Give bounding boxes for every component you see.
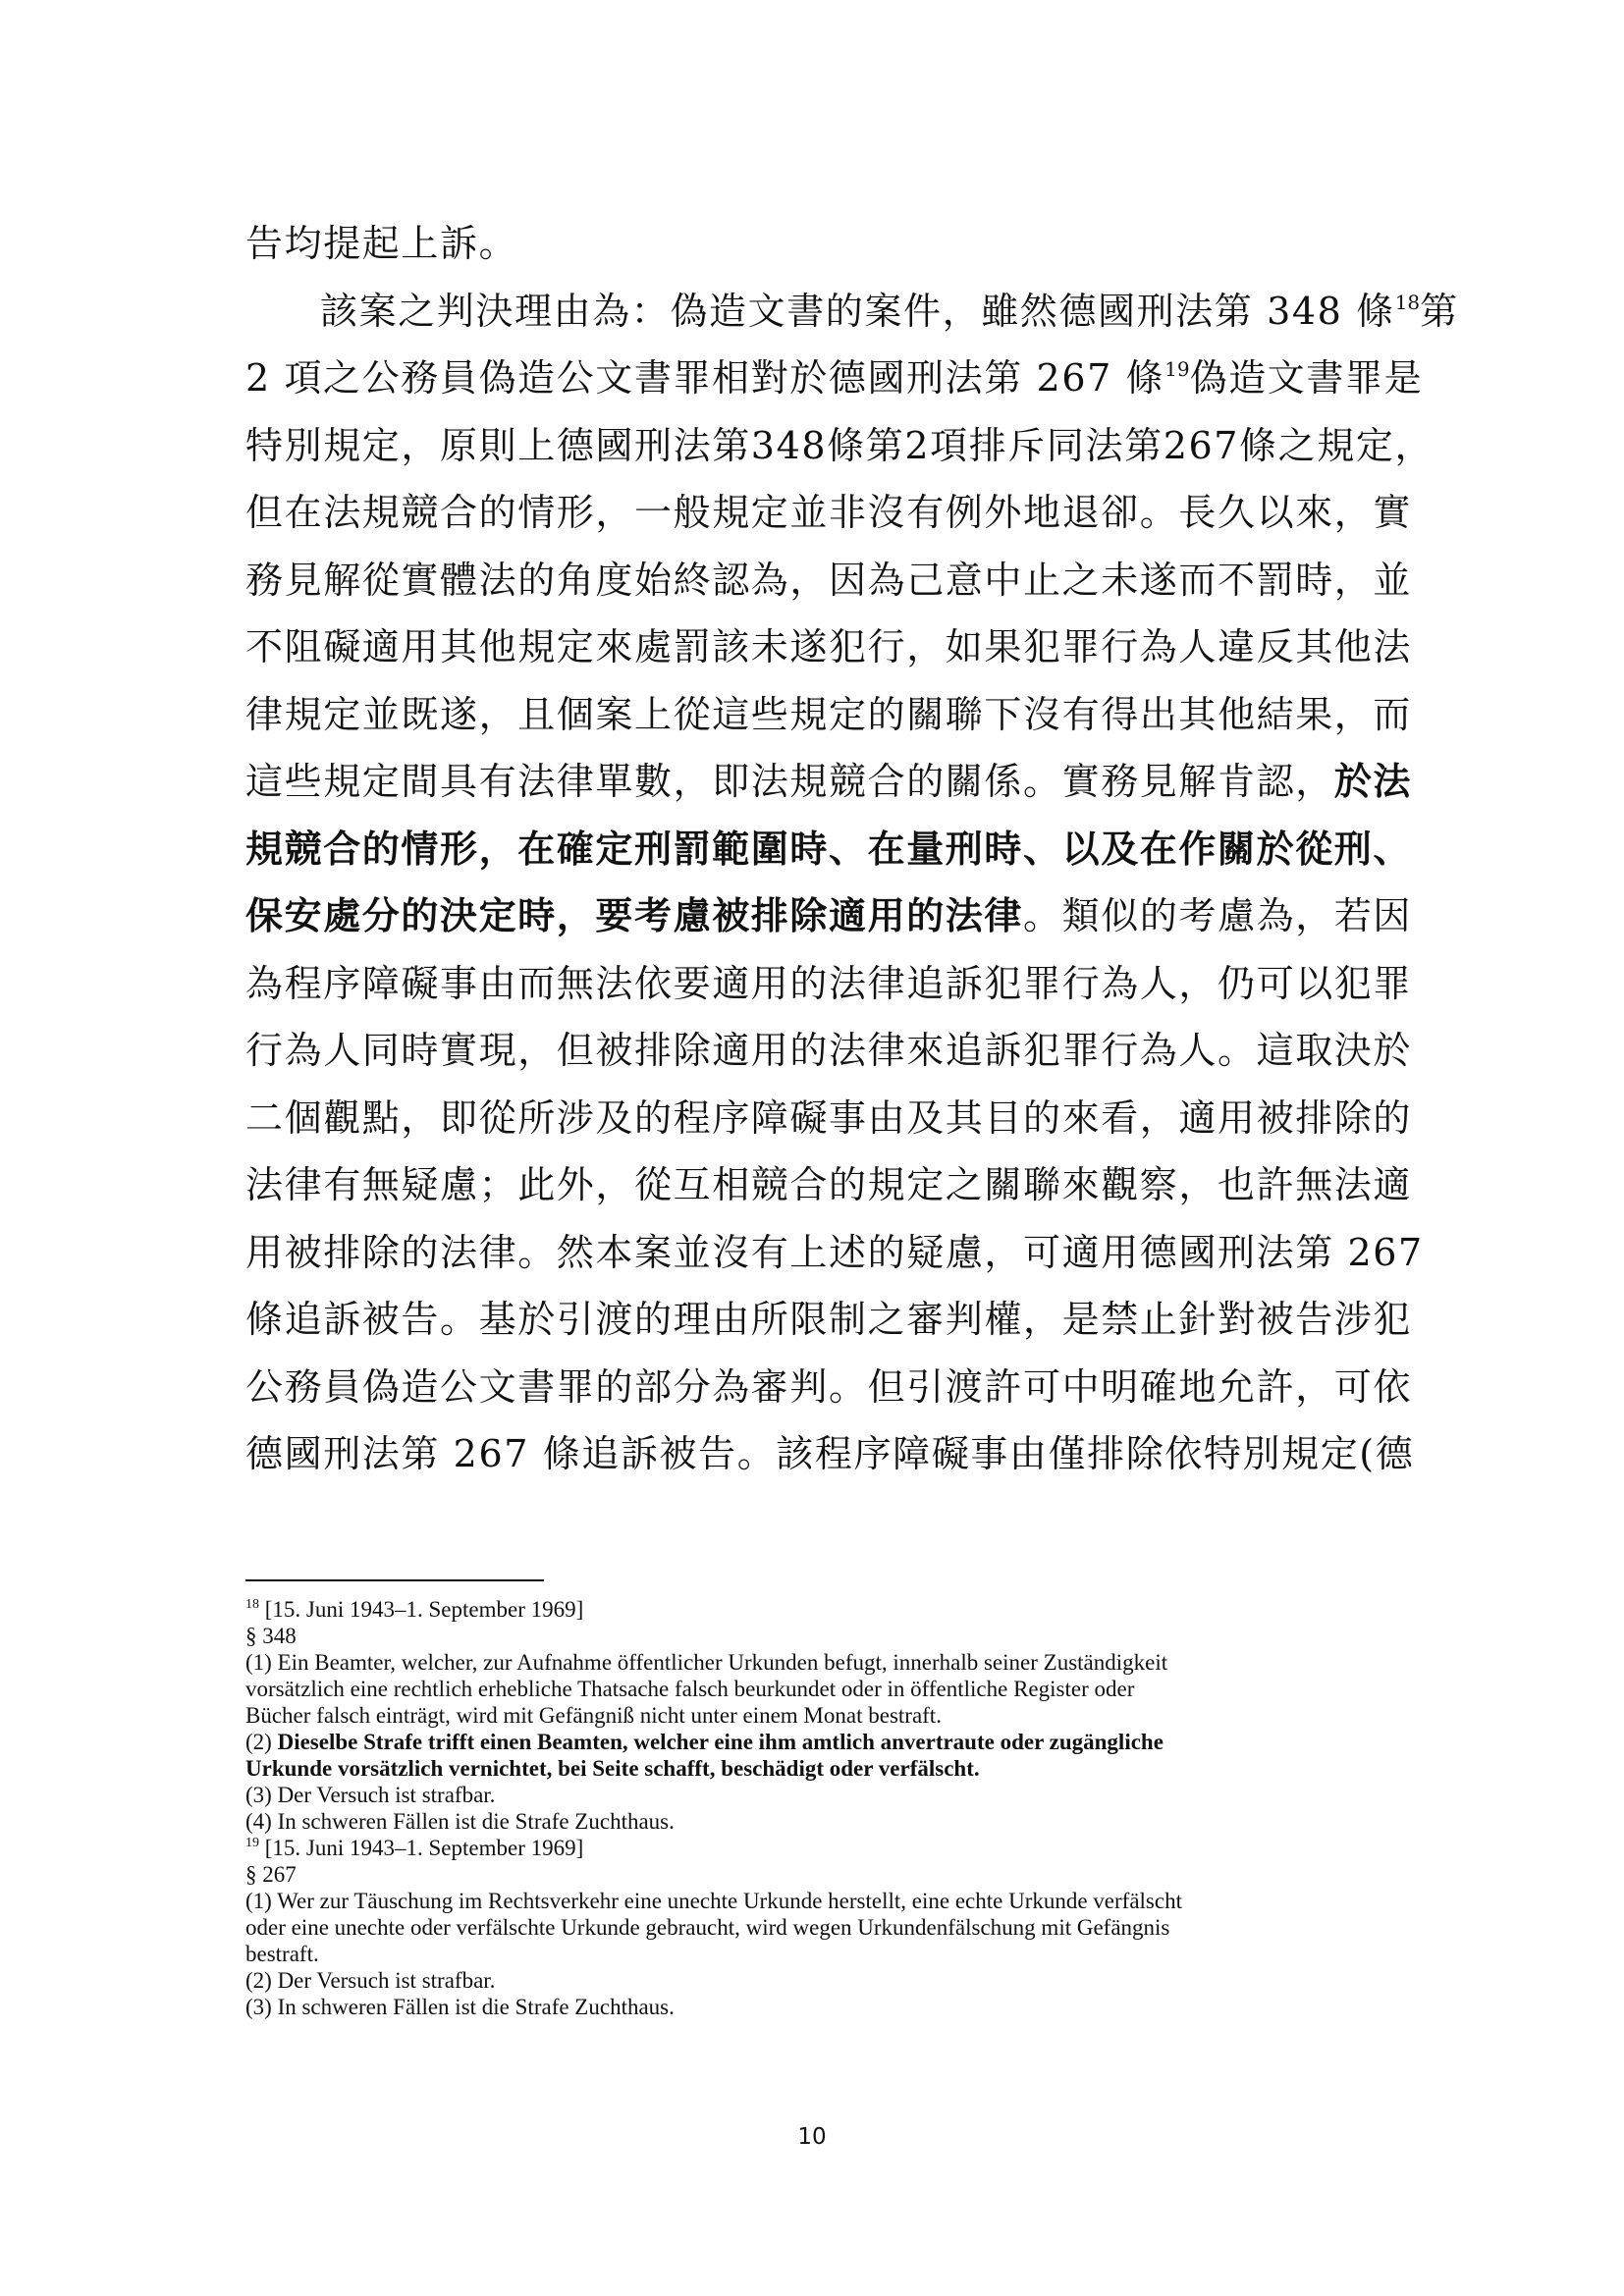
footnote-section: § 348 — [245, 1624, 297, 1648]
body-line: 務見解從實體法的角度始終認為，因為己意中止之未遂而不罰時，並 — [245, 558, 1413, 602]
body-text — [245, 210, 1459, 1488]
footnote-bold-text: Dieselbe Strafe trifft einen Beamten, welcher eine ihm amtlich anvertraute oder zugängliche — [277, 1730, 1164, 1754]
footnote-line: vorsätzlich eine rechtlich erhebliche Thatsache falsch beurkundet oder in öffentliche Register oder — [245, 1677, 1135, 1701]
body-line — [245, 882, 1413, 950]
body-line: 律規定並既遂，且個案上從這些規定的關聯下沒有得出其他結果，而 — [245, 692, 1413, 736]
bold-emphasis: 於法 — [1333, 759, 1413, 803]
body-line: 但在法規競合的情形，一般規定並非沒有例外地退卻。長久以來，實 — [245, 491, 1413, 534]
body-line-text: 偽造文書罪是 — [1189, 356, 1424, 400]
body-line: 用被排除的法律。然本案並沒有上述的疑慮，可適用德國刑法第 267 — [245, 1230, 1424, 1274]
body-line: 為程序障礙事由而無法依要適用的法律追訴犯罪行為人，仍可以犯罪 — [245, 961, 1413, 1005]
footnotes — [245, 1596, 1384, 2020]
body-line: 不阻礙適用其他規定來處罰該未遂犯行，如果犯罪行為人違反其他法 — [245, 625, 1413, 668]
body-line — [245, 816, 1413, 883]
footnote-line: oder eine unechte oder verfälschte Urkunde gebraucht, wird wegen Urkundenfälschung mit Gefängnis — [245, 1915, 1170, 1940]
footnote-bold-text: Urkunde vorsätzlich vernichtet, bei Seite schafft, beschädigt oder verfälscht. — [245, 1756, 980, 1781]
footnote-line: (4) In schweren Fällen ist die Strafe Zuchthaus. — [245, 1809, 675, 1834]
body-line-text: 2 項之公務員偽造公文書罪相對於德國刑法第 267 條 — [245, 356, 1165, 400]
footnote-separator — [245, 1579, 544, 1581]
footnote-line — [245, 1755, 1384, 1782]
footnote-line: Bücher falsch einträgt, wird mit Gefängniß nicht unter einem Monat bestraft. — [245, 1703, 942, 1728]
bold-emphasis: 保安處分的決定時，要考慮被排除適用的法律 — [245, 893, 1024, 937]
body-line — [245, 278, 1459, 346]
body-line: 二個觀點，即從所涉及的程序障礙事由及其目的來看，適用被排除的 — [245, 1095, 1413, 1140]
footnote-number: 19 — [245, 1836, 259, 1850]
footnote-line: (1) Wer zur Täuschung im Rechtsverkehr eine unechte Urkunde herstellt, eine echte Urkunde verfälscht — [245, 1889, 1182, 1913]
body-line: 告均提起上訴。 — [245, 222, 518, 265]
page-number: 10 — [797, 2124, 827, 2150]
footnote-date-text: [15. Juni 1943–1. September 1969] — [264, 1836, 584, 1860]
body-line: 特別規定，原則上德國刑法第348條第2項排斥同法第267條之規定， — [245, 423, 1435, 467]
body-line-text: 。類似的考慮為，若因 — [1023, 894, 1413, 937]
footnote-section: § 267 — [245, 1862, 297, 1887]
footnote-number: 18 — [245, 1597, 259, 1612]
footnote-date-text: [15. Juni 1943–1. September 1969] — [264, 1597, 584, 1622]
body-line: 德國刑法第 267 條追訴被告。該程序障礙事由僅排除依特別規定(德 — [245, 1432, 1415, 1475]
body-line — [245, 345, 1424, 412]
body-line-text: 該案之判決理由為：偽造文書的案件，雖然德國刑法第 348 條 — [320, 289, 1395, 333]
body-line: 條追訴被告。基於引渡的理由所限制之審判權，是禁止針對被告涉犯 — [245, 1298, 1413, 1341]
body-line: 行為人同時實現，但被排除適用的法律來追訴犯罪行為人。這取決於 — [245, 1029, 1413, 1072]
footnote-19-date — [245, 1835, 1384, 1861]
footnote-line: (3) In schweren Fällen ist die Strafe Zuchthaus. — [245, 1995, 675, 2019]
footnote-line: (3) Der Versuch ist strafbar. — [245, 1783, 496, 1807]
footnote-para-prefix: (2) — [245, 1730, 278, 1754]
body-line: 法律有無疑慮；此外，從互相競合的規定之關聯來觀察，也許無法適 — [245, 1163, 1413, 1206]
footnote-line: bestraft. — [245, 1942, 319, 1966]
body-line — [245, 748, 1413, 816]
bold-emphasis: 規競合的情形，在確定刑罰範圍時、在量刑時、以及在作關於從刑、 — [245, 826, 1413, 871]
footnote-line: (1) Ein Beamter, welcher, zur Aufnahme öffentlicher Urkunden befugt, innerhalb seiner Zuständigkeit — [245, 1650, 1168, 1675]
footnote-line — [245, 1729, 1384, 1755]
footnote-ref-18[interactable]: 18 — [1394, 290, 1421, 314]
footnote-ref-19[interactable]: 19 — [1164, 357, 1190, 381]
body-line: 公務員偽造公文書罪的部分為審判。但引渡許可中明確地允許，可依 — [245, 1364, 1413, 1409]
footnote-line: (2) Der Versuch ist strafbar. — [245, 1968, 496, 1993]
body-line-text: 第 — [1420, 289, 1459, 333]
footnote-18-date — [245, 1596, 1384, 1623]
body-line-text: 這些規定間具有法律單數，即法規競合的關係。實務見解肯認， — [245, 760, 1334, 803]
